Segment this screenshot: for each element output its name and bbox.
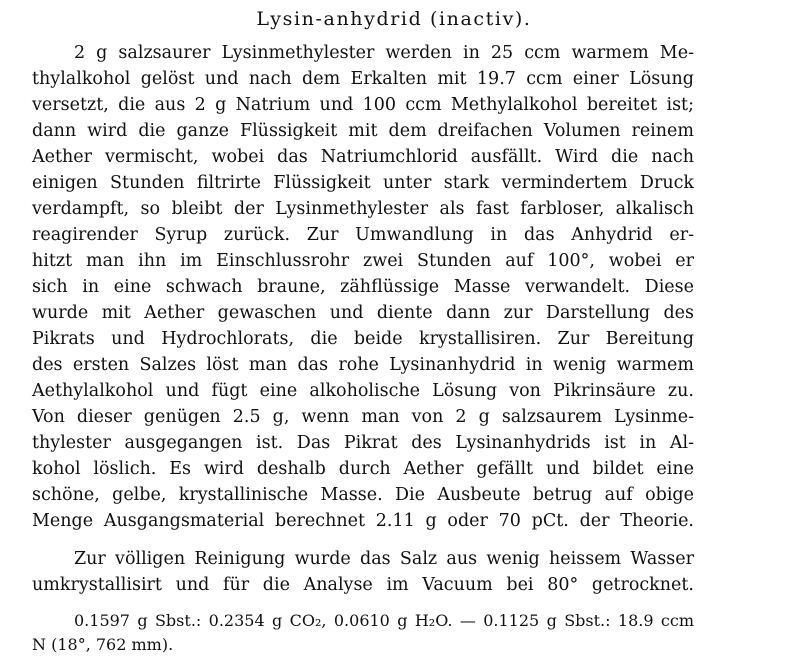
- text-line: kohol löslich. Es wird deshalb durch Aether gefällt und bildet eine: [32, 459, 694, 479]
- text-line: Menge Ausgangsmaterial berechnet 2.11 g oder 70 pCt. der Theorie.: [32, 511, 694, 531]
- text-line: des ersten Salzes löst man das rohe Lysinanhydrid in wenig warmem: [32, 355, 694, 375]
- section-title: Lysin-anhydrid (inactiv).: [256, 8, 532, 30]
- text-line: dann wird die ganze Flüssigkeit mit dem dreifachen Volumen reinem: [32, 121, 694, 141]
- text-line: Zur völligen Reinigung wurde das Salz aus wenig heissem Wasser: [74, 549, 694, 569]
- text-line: Pikrats und Hydrochlorats, die beide krystallisiren. Zur Bereitung: [32, 329, 694, 349]
- analysis-line: 0.1597 g Sbst.: 0.2354 g CO₂, 0.0610 g H₂O. — 0.1125 g Sbst.: 18.9 ccm: [74, 611, 694, 630]
- analysis-line: N (18°, 762 mm).: [32, 635, 174, 654]
- text-line: 2 g salzsaurer Lysinmethylester werden in 25 ccm warmem Me-: [74, 43, 694, 63]
- text-line: einigen Stunden filtrirte Flüssigkeit unter stark vermindertem Druck: [32, 173, 694, 193]
- text-line: hitzt man ihn im Einschlussrohr zwei Stunden auf 100°, wobei er: [32, 251, 694, 271]
- text-line: sich in eine schwach braune, zähflüssige Masse verwandelt. Diese: [32, 277, 694, 297]
- text-line: verdampft, so bleibt der Lysinmethylester als fast farbloser, alkalisch: [32, 199, 694, 219]
- text-line: thylalkohol gelöst und nach dem Erkalten mit 19.7 ccm einer Lösung: [32, 69, 694, 89]
- text-line: thylester ausgegangen ist. Das Pikrat des Lysinanhydrids ist in Al-: [32, 433, 694, 453]
- text-line: wurde mit Aether gewaschen und diente dann zur Darstellung des: [32, 303, 694, 323]
- text-line: reagirender Syrup zurück. Zur Umwandlung in das Anhydrid er-: [32, 225, 694, 245]
- text-line: Aether vermischt, wobei das Natriumchlorid ausfällt. Wird die nach: [32, 147, 694, 167]
- text-line: Aethylalkohol und fügt eine alkoholische Lösung von Pikrinsäure zu.: [32, 381, 694, 401]
- text-line: Von dieser genügen 2.5 g, wenn man von 2 g salzsaurem Lysinme-: [32, 407, 694, 427]
- text-line: umkrystallisirt und für die Analyse im Vacuum bei 80° getrocknet.: [32, 575, 694, 595]
- text-line: versetzt, die aus 2 g Natrium und 100 ccm Methylalkohol bereitet ist;: [32, 95, 694, 115]
- text-line: schöne, gelbe, krystallinische Masse. Die Ausbeute betrug auf obige: [32, 485, 694, 505]
